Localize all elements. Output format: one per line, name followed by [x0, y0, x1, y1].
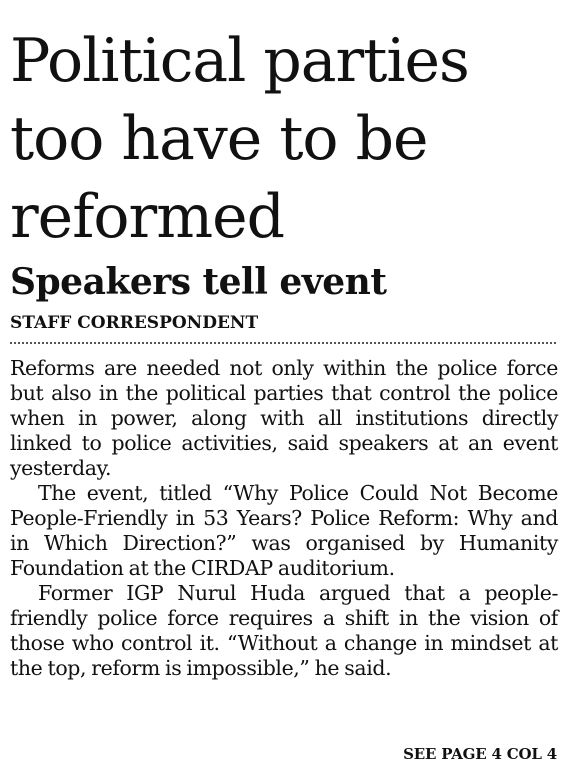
article-body: [10, 356, 558, 681]
news-article: [10, 0, 558, 681]
body-paragraph-2: The event, titled “Why Police Could Not Become People-Friendly in 53 Years? Police Reform: Why and in Which Direction?” was organised by Humanity Foundation at the CIRDAP auditorium.: [10, 481, 558, 580]
byline: STAFF CORRESPONDENT: [10, 313, 259, 333]
body-paragraph-1: Reforms are needed not only within the police force but also in the political parties that control the police when in power, along with all institutions directly linked to police activities, said speakers at an event yesterday.: [10, 356, 558, 480]
headline-line-3: reformed: [10, 182, 285, 252]
body-paragraph-3: Former IGP Nurul Huda argued that a people-friendly police force requires a shift in the vision of those who control it. “Without a change in mindset at the top, reform is impossible,” he said.: [10, 581, 558, 680]
headline: [10, 0, 558, 256]
dotted-divider: [10, 342, 556, 344]
headline-line-2: too have to be: [10, 104, 428, 174]
headline-line-1: Political parties: [10, 26, 469, 96]
subheadline: Speakers tell event: [10, 261, 387, 303]
continuation-jump-line: SEE PAGE 4 COL 4: [403, 745, 557, 763]
